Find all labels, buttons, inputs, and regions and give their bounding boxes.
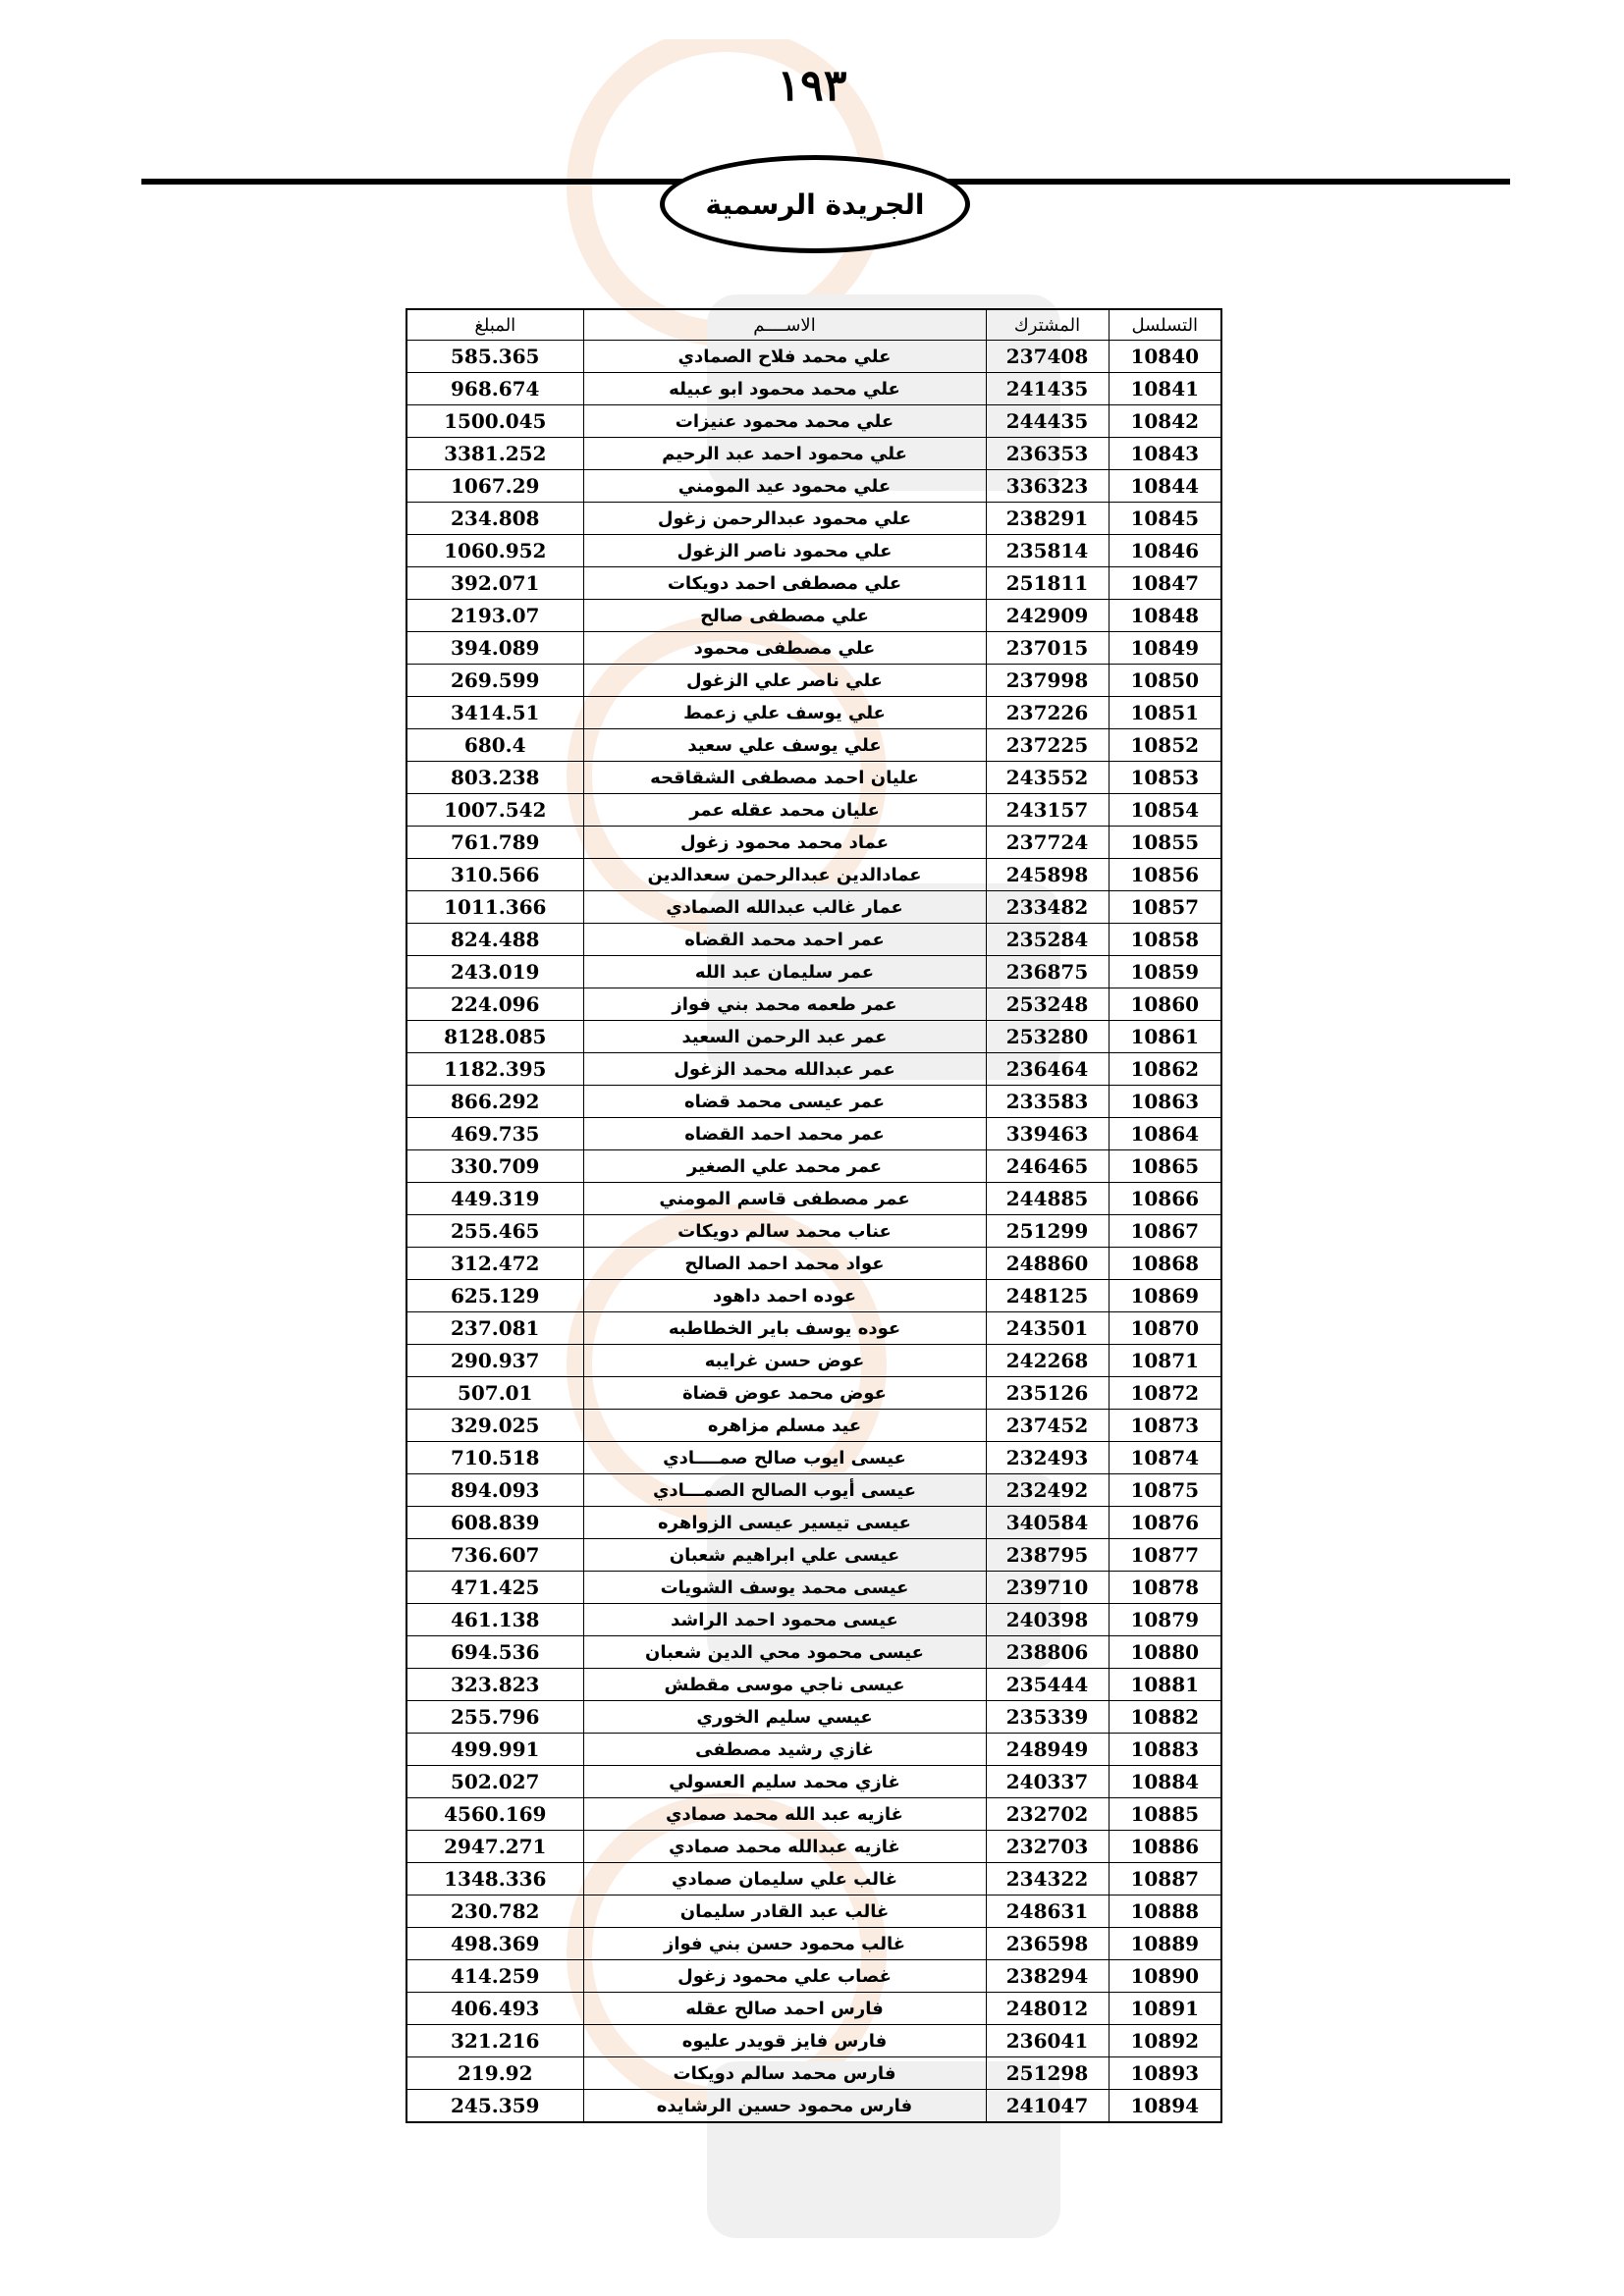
cell-name: عيسى تيسير عيسى الزواهره (583, 1507, 986, 1539)
cell-subscriber: 239710 (986, 1572, 1109, 1604)
table-row (406, 1701, 1221, 1734)
cell-amount: 608.839 (406, 1507, 583, 1539)
cell-sequence: 10866 (1109, 1183, 1221, 1215)
table-row (406, 1118, 1221, 1150)
cell-amount: 710.518 (406, 1442, 583, 1474)
cell-subscriber: 339463 (986, 1118, 1109, 1150)
cell-amount: 1067.29 (406, 470, 583, 503)
cell-amount: 625.129 (406, 1280, 583, 1312)
cell-name: عيسى محمود محي الدين شعبان (583, 1636, 986, 1669)
cell-amount: 507.01 (406, 1377, 583, 1410)
cell-amount: 321.216 (406, 2025, 583, 2057)
cell-sequence: 10854 (1109, 794, 1221, 827)
table-row (406, 1798, 1221, 1831)
cell-sequence: 10856 (1109, 859, 1221, 891)
cell-amount: 3381.252 (406, 438, 583, 470)
cell-sequence: 10893 (1109, 2057, 1221, 2090)
cell-name: عماد محمد محمود زغول (583, 827, 986, 859)
cell-sequence: 10871 (1109, 1345, 1221, 1377)
table-row (406, 924, 1221, 956)
cell-subscriber: 243501 (986, 1312, 1109, 1345)
cell-subscriber: 242268 (986, 1345, 1109, 1377)
cell-subscriber: 251811 (986, 567, 1109, 600)
table-row (406, 1604, 1221, 1636)
cell-name: عوده يوسف باير الخطاطبه (583, 1312, 986, 1345)
cell-subscriber: 238294 (986, 1960, 1109, 1993)
cell-subscriber: 245898 (986, 859, 1109, 891)
cell-name: عمر محمد علي الصغير (583, 1150, 986, 1183)
cell-subscriber: 235444 (986, 1669, 1109, 1701)
table-row (406, 600, 1221, 632)
cell-name: عوض حسن غرايبه (583, 1345, 986, 1377)
cell-subscriber: 241047 (986, 2090, 1109, 2123)
cell-subscriber: 233583 (986, 1086, 1109, 1118)
cell-amount: 230.782 (406, 1896, 583, 1928)
cell-sequence: 10858 (1109, 924, 1221, 956)
cell-sequence: 10844 (1109, 470, 1221, 503)
cell-sequence: 10852 (1109, 729, 1221, 762)
table-row (406, 1993, 1221, 2025)
cell-sequence: 10886 (1109, 1831, 1221, 1863)
cell-name: عمر محمد احمد القضاه (583, 1118, 986, 1150)
cell-amount: 469.735 (406, 1118, 583, 1150)
cell-amount: 499.991 (406, 1734, 583, 1766)
table-row (406, 1766, 1221, 1798)
cell-amount: 1011.366 (406, 891, 583, 924)
table-body (406, 341, 1221, 2123)
cell-amount: 1500.045 (406, 405, 583, 438)
cell-name: عيسي سليم الخوري (583, 1701, 986, 1734)
cell-amount: 394.089 (406, 632, 583, 665)
cell-sequence: 10867 (1109, 1215, 1221, 1248)
cell-amount: 449.319 (406, 1183, 583, 1215)
cell-amount: 694.536 (406, 1636, 583, 1669)
table-row (406, 1474, 1221, 1507)
table-row (406, 762, 1221, 794)
cell-subscriber: 238795 (986, 1539, 1109, 1572)
cell-sequence: 10851 (1109, 697, 1221, 729)
cell-sequence: 10882 (1109, 1701, 1221, 1734)
cell-subscriber: 236041 (986, 2025, 1109, 2057)
cell-subscriber: 235339 (986, 1701, 1109, 1734)
cell-sequence: 10890 (1109, 1960, 1221, 1993)
cell-sequence: 10845 (1109, 503, 1221, 535)
table-row (406, 1345, 1221, 1377)
cell-name: غازيه عبدالله محمد صمادي (583, 1831, 986, 1863)
cell-name: عمر طعمه محمد بني فواز (583, 988, 986, 1021)
cell-amount: 224.096 (406, 988, 583, 1021)
cell-name: فارس احمد صالح عقله (583, 1993, 986, 2025)
cell-name: عيسى محمود احمد الراشد (583, 1604, 986, 1636)
cell-subscriber: 244885 (986, 1183, 1109, 1215)
table-row (406, 1410, 1221, 1442)
cell-sequence: 10872 (1109, 1377, 1221, 1410)
table-row (406, 2090, 1221, 2123)
cell-sequence: 10874 (1109, 1442, 1221, 1474)
table-row (406, 697, 1221, 729)
cell-sequence: 10889 (1109, 1928, 1221, 1960)
table-row (406, 665, 1221, 697)
table-header-row (406, 309, 1221, 341)
table-row (406, 438, 1221, 470)
cell-subscriber: 236875 (986, 956, 1109, 988)
table-row (406, 2025, 1221, 2057)
cell-sequence: 10857 (1109, 891, 1221, 924)
cell-subscriber: 235814 (986, 535, 1109, 567)
table-row (406, 1669, 1221, 1701)
table-row (406, 1572, 1221, 1604)
cell-name: عمر مصطفى قاسم المومني (583, 1183, 986, 1215)
cell-amount: 290.937 (406, 1345, 583, 1377)
cell-name: عمادالدين عبدالرحمن سعدالدين (583, 859, 986, 891)
table-row (406, 1636, 1221, 1669)
cell-amount: 2947.271 (406, 1831, 583, 1863)
cell-subscriber: 237225 (986, 729, 1109, 762)
cell-subscriber: 248631 (986, 1896, 1109, 1928)
cell-amount: 1007.542 (406, 794, 583, 827)
table-row (406, 1863, 1221, 1896)
cell-name: علي محمود احمد عبد الرحيم (583, 438, 986, 470)
table-row (406, 373, 1221, 405)
cell-amount: 1060.952 (406, 535, 583, 567)
cell-amount: 245.359 (406, 2090, 583, 2123)
cell-subscriber: 237998 (986, 665, 1109, 697)
table-row (406, 827, 1221, 859)
table-row (406, 1312, 1221, 1345)
cell-subscriber: 237015 (986, 632, 1109, 665)
cell-name: فارس محمد سالم دويكات (583, 2057, 986, 2090)
cell-name: علي مصطفى محمود (583, 632, 986, 665)
cell-name: عيسى ناجي موسى مقطش (583, 1669, 986, 1701)
column-header-subscriber: المشترك (986, 309, 1109, 341)
table-row (406, 859, 1221, 891)
table-row (406, 341, 1221, 373)
cell-amount: 269.599 (406, 665, 583, 697)
cell-name: فارس محمود حسين الرشايده (583, 2090, 986, 2123)
table-row (406, 503, 1221, 535)
header-ellipse (660, 155, 970, 253)
cell-amount: 312.472 (406, 1248, 583, 1280)
cell-name: علي محمود عيد المومني (583, 470, 986, 503)
table-row (406, 1442, 1221, 1474)
cell-subscriber: 253280 (986, 1021, 1109, 1053)
cell-name: علي ناصر علي الزغول (583, 665, 986, 697)
cell-subscriber: 235126 (986, 1377, 1109, 1410)
cell-subscriber: 237724 (986, 827, 1109, 859)
cell-name: عليان احمد مصطفى الشقاقحه (583, 762, 986, 794)
table-row (406, 1539, 1221, 1572)
table-row (406, 1280, 1221, 1312)
cell-sequence: 10861 (1109, 1021, 1221, 1053)
cell-amount: 866.292 (406, 1086, 583, 1118)
cell-subscriber: 251299 (986, 1215, 1109, 1248)
table-row (406, 1831, 1221, 1863)
cell-name: عمر عيسى محمد قضاه (583, 1086, 986, 1118)
cell-name: غالب محمود حسن بني فواز (583, 1928, 986, 1960)
cell-sequence: 10884 (1109, 1766, 1221, 1798)
cell-sequence: 10860 (1109, 988, 1221, 1021)
cell-sequence: 10876 (1109, 1507, 1221, 1539)
cell-sequence: 10888 (1109, 1896, 1221, 1928)
cell-name: عمر عبدالله محمد الزغول (583, 1053, 986, 1086)
cell-sequence: 10849 (1109, 632, 1221, 665)
table-row (406, 891, 1221, 924)
cell-amount: 323.823 (406, 1669, 583, 1701)
cell-amount: 392.071 (406, 567, 583, 600)
table-row (406, 956, 1221, 988)
cell-sequence: 10841 (1109, 373, 1221, 405)
cell-sequence: 10847 (1109, 567, 1221, 600)
cell-subscriber: 238291 (986, 503, 1109, 535)
table-row (406, 2057, 1221, 2090)
cell-subscriber: 253248 (986, 988, 1109, 1021)
cell-amount: 3414.51 (406, 697, 583, 729)
cell-name: عيد مسلم مزاهره (583, 1410, 986, 1442)
cell-sequence: 10891 (1109, 1993, 1221, 2025)
page-number: ١٩٣ (777, 61, 847, 111)
cell-name: عواد محمد احمد الصالح (583, 1248, 986, 1280)
cell-sequence: 10864 (1109, 1118, 1221, 1150)
cell-amount: 406.493 (406, 1993, 583, 2025)
table-row (406, 470, 1221, 503)
cell-amount: 824.488 (406, 924, 583, 956)
cell-sequence: 10892 (1109, 2025, 1221, 2057)
cell-name: علي مصطفى احمد دويكات (583, 567, 986, 600)
ledger-table (406, 308, 1222, 2123)
column-header-sequence: التسلسل (1109, 309, 1221, 341)
cell-name: عمار غالب عبدالله الصمادي (583, 891, 986, 924)
cell-subscriber: 340584 (986, 1507, 1109, 1539)
cell-name: علي محمد فلاح الصمادي (583, 341, 986, 373)
table-row (406, 1507, 1221, 1539)
cell-amount: 498.369 (406, 1928, 583, 1960)
cell-subscriber: 232493 (986, 1442, 1109, 1474)
cell-name: عيسى علي ابراهيم شعبان (583, 1539, 986, 1572)
cell-name: غالب عبد القادر سليمان (583, 1896, 986, 1928)
cell-sequence: 10885 (1109, 1798, 1221, 1831)
cell-amount: 243.019 (406, 956, 583, 988)
cell-sequence: 10850 (1109, 665, 1221, 697)
cell-subscriber: 233482 (986, 891, 1109, 924)
cell-sequence: 10846 (1109, 535, 1221, 567)
cell-sequence: 10883 (1109, 1734, 1221, 1766)
cell-subscriber: 238806 (986, 1636, 1109, 1669)
table-row (406, 1960, 1221, 1993)
cell-name: عليان محمد عقله عمر (583, 794, 986, 827)
cell-amount: 234.808 (406, 503, 583, 535)
cell-name: غازيه عبد الله محمد صمادي (583, 1798, 986, 1831)
cell-sequence: 10859 (1109, 956, 1221, 988)
table-row (406, 567, 1221, 600)
cell-amount: 461.138 (406, 1604, 583, 1636)
cell-name: فارس فايز قويدر عليوه (583, 2025, 986, 2057)
cell-sequence: 10887 (1109, 1863, 1221, 1896)
cell-subscriber: 242909 (986, 600, 1109, 632)
column-header-name: الاســــم (583, 309, 986, 341)
cell-name: عيسى ايوب صالح صمــــادي (583, 1442, 986, 1474)
table-row (406, 1734, 1221, 1766)
cell-sequence: 10873 (1109, 1410, 1221, 1442)
cell-name: عيسى أيوب الصالح الصمـــادي (583, 1474, 986, 1507)
cell-amount: 1182.395 (406, 1053, 583, 1086)
cell-sequence: 10881 (1109, 1669, 1221, 1701)
cell-subscriber: 243157 (986, 794, 1109, 827)
cell-subscriber: 236353 (986, 438, 1109, 470)
cell-sequence: 10855 (1109, 827, 1221, 859)
cell-subscriber: 246465 (986, 1150, 1109, 1183)
cell-subscriber: 232702 (986, 1798, 1109, 1831)
table-row (406, 729, 1221, 762)
cell-name: علي يوسف علي سعيد (583, 729, 986, 762)
cell-name: غازي رشيد مصطفى (583, 1734, 986, 1766)
cell-name: عيسى محمد يوسف الشويات (583, 1572, 986, 1604)
cell-name: علي مصطفى صالح (583, 600, 986, 632)
cell-amount: 680.4 (406, 729, 583, 762)
cell-name: علي محمود ناصر الزغول (583, 535, 986, 567)
cell-amount: 4560.169 (406, 1798, 583, 1831)
cell-amount: 736.607 (406, 1539, 583, 1572)
cell-subscriber: 248949 (986, 1734, 1109, 1766)
table-row (406, 535, 1221, 567)
cell-name: علي محمود عبدالرحمن زغول (583, 503, 986, 535)
cell-sequence: 10879 (1109, 1604, 1221, 1636)
cell-name: عمر عبد الرحمن السعيد (583, 1021, 986, 1053)
cell-sequence: 10877 (1109, 1539, 1221, 1572)
table-row (406, 1183, 1221, 1215)
cell-amount: 329.025 (406, 1410, 583, 1442)
cell-sequence: 10878 (1109, 1572, 1221, 1604)
cell-name: عمر سليمان عبد الله (583, 956, 986, 988)
column-header-amount: المبلغ (406, 309, 583, 341)
cell-name: عوده احمد داهود (583, 1280, 986, 1312)
table-row (406, 1086, 1221, 1118)
cell-subscriber: 336323 (986, 470, 1109, 503)
cell-amount: 968.674 (406, 373, 583, 405)
cell-name: علي محمد محمود عنيزات (583, 405, 986, 438)
cell-subscriber: 243552 (986, 762, 1109, 794)
table-row (406, 794, 1221, 827)
cell-subscriber: 241435 (986, 373, 1109, 405)
header-title: الجريدة الرسمية (705, 187, 925, 221)
cell-subscriber: 232492 (986, 1474, 1109, 1507)
cell-name: عمر احمد محمد القضاه (583, 924, 986, 956)
cell-amount: 414.259 (406, 1960, 583, 1993)
table-row (406, 1377, 1221, 1410)
cell-sequence: 10894 (1109, 2090, 1221, 2123)
cell-subscriber: 237408 (986, 341, 1109, 373)
cell-sequence: 10869 (1109, 1280, 1221, 1312)
cell-sequence: 10865 (1109, 1150, 1221, 1183)
cell-subscriber: 234322 (986, 1863, 1109, 1896)
cell-amount: 471.425 (406, 1572, 583, 1604)
cell-amount: 219.92 (406, 2057, 583, 2090)
cell-subscriber: 237452 (986, 1410, 1109, 1442)
cell-amount: 502.027 (406, 1766, 583, 1798)
cell-sequence: 10842 (1109, 405, 1221, 438)
cell-amount: 2193.07 (406, 600, 583, 632)
cell-amount: 330.709 (406, 1150, 583, 1183)
cell-amount: 585.365 (406, 341, 583, 373)
table-row (406, 1021, 1221, 1053)
cell-sequence: 10870 (1109, 1312, 1221, 1345)
cell-subscriber: 232703 (986, 1831, 1109, 1863)
cell-amount: 761.789 (406, 827, 583, 859)
cell-amount: 310.566 (406, 859, 583, 891)
cell-subscriber: 244435 (986, 405, 1109, 438)
cell-sequence: 10843 (1109, 438, 1221, 470)
cell-subscriber: 237226 (986, 697, 1109, 729)
cell-sequence: 10862 (1109, 1053, 1221, 1086)
table-row (406, 1896, 1221, 1928)
cell-sequence: 10840 (1109, 341, 1221, 373)
cell-subscriber: 236464 (986, 1053, 1109, 1086)
cell-name: عناب محمد سالم دويكات (583, 1215, 986, 1248)
cell-sequence: 10868 (1109, 1248, 1221, 1280)
cell-subscriber: 248125 (986, 1280, 1109, 1312)
cell-name: علي يوسف علي زعمط (583, 697, 986, 729)
cell-name: غالب علي سليمان صمادي (583, 1863, 986, 1896)
table-row (406, 1248, 1221, 1280)
cell-sequence: 10848 (1109, 600, 1221, 632)
cell-subscriber: 248860 (986, 1248, 1109, 1280)
cell-amount: 894.093 (406, 1474, 583, 1507)
cell-subscriber: 236598 (986, 1928, 1109, 1960)
cell-sequence: 10880 (1109, 1636, 1221, 1669)
table-row (406, 1053, 1221, 1086)
cell-sequence: 10863 (1109, 1086, 1221, 1118)
cell-subscriber: 235284 (986, 924, 1109, 956)
cell-subscriber: 248012 (986, 1993, 1109, 2025)
cell-subscriber: 240337 (986, 1766, 1109, 1798)
cell-subscriber: 251298 (986, 2057, 1109, 2090)
table-row (406, 1150, 1221, 1183)
cell-name: غصاب علي محمود زغول (583, 1960, 986, 1993)
table-row (406, 988, 1221, 1021)
cell-name: علي محمد محمود ابو عبيله (583, 373, 986, 405)
table-row (406, 1928, 1221, 1960)
cell-sequence: 10853 (1109, 762, 1221, 794)
table-row (406, 405, 1221, 438)
cell-amount: 8128.085 (406, 1021, 583, 1053)
cell-name: عوض محمد عوض قضاة (583, 1377, 986, 1410)
cell-amount: 1348.336 (406, 1863, 583, 1896)
table-row (406, 632, 1221, 665)
cell-amount: 255.796 (406, 1701, 583, 1734)
cell-amount: 255.465 (406, 1215, 583, 1248)
cell-sequence: 10875 (1109, 1474, 1221, 1507)
cell-name: غازي محمد سليم العسولي (583, 1766, 986, 1798)
table-row (406, 1215, 1221, 1248)
cell-amount: 803.238 (406, 762, 583, 794)
cell-amount: 237.081 (406, 1312, 583, 1345)
cell-subscriber: 240398 (986, 1604, 1109, 1636)
